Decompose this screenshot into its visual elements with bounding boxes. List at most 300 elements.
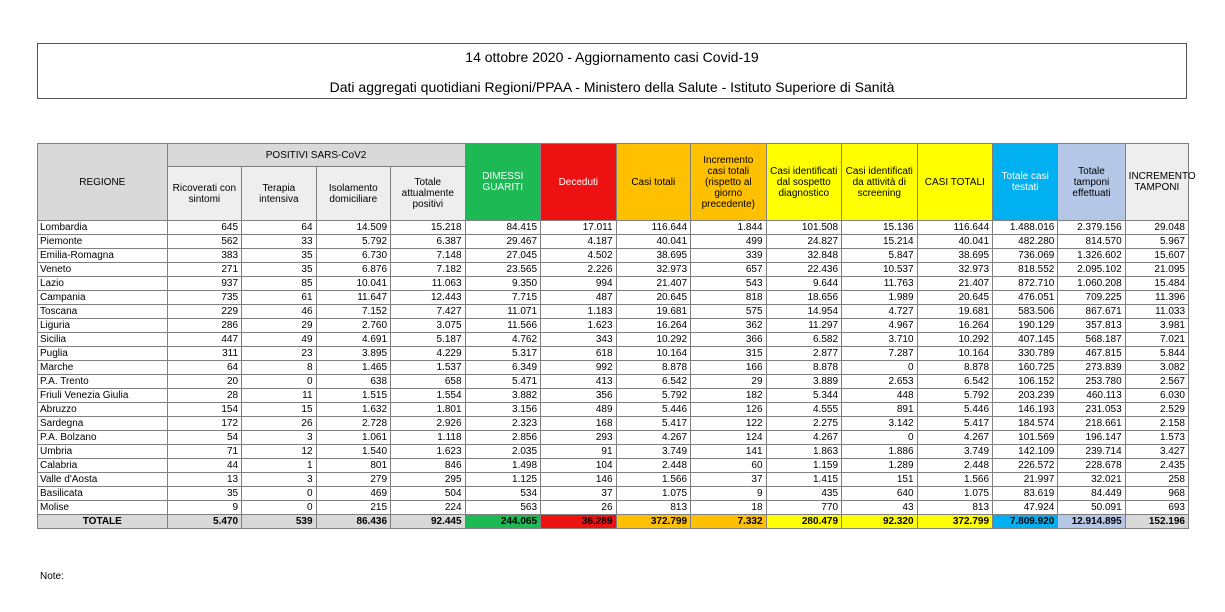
cell: 568.187 [1058,333,1125,347]
header-regione: REGIONE [38,144,168,221]
cell: 8.878 [616,361,690,375]
cell: 6.030 [1125,389,1188,403]
cell: 64 [167,361,241,375]
cell: 1.623 [391,445,466,459]
cell: 26 [541,501,617,515]
cell: 224 [391,501,466,515]
cell: 16.264 [917,319,993,333]
cell: 846 [391,459,466,473]
cell: 5.417 [616,417,690,431]
region-name: P.A. Trento [38,375,168,389]
cell: 295 [391,473,466,487]
total-cell: 92.320 [842,515,918,529]
header-incremento-tamponi: INCREMENTO TAMPONI [1125,144,1188,221]
cell: 5.967 [1125,235,1188,249]
cell: 11 [242,389,316,403]
cell: 18.656 [766,291,842,305]
cell: 1.554 [391,389,466,403]
cell: 184.574 [993,417,1058,431]
cell: 5.471 [465,375,541,389]
cell: 22.436 [766,263,842,277]
cell: 891 [842,403,918,417]
cell: 11.063 [391,277,466,291]
header-testati: Totale casi testati [993,144,1058,221]
cell: 85 [242,277,316,291]
cell: 3.889 [766,375,842,389]
table-row [38,417,1189,431]
cell: 19.681 [917,305,993,319]
table-row [38,305,1189,319]
cell: 1.183 [541,305,617,319]
cell: 166 [691,361,767,375]
cell: 693 [1125,501,1188,515]
cell: 813 [917,501,993,515]
cell: 20.645 [917,291,993,305]
region-name: Liguria [38,319,168,333]
cell: 7.182 [391,263,466,277]
cell: 2.448 [917,459,993,473]
region-name: Sicilia [38,333,168,347]
cell: 0 [242,375,316,389]
cell: 1.863 [766,445,842,459]
cell: 29 [242,319,316,333]
cell: 8.878 [917,361,993,375]
cell: 658 [391,375,466,389]
cell: 6.349 [465,361,541,375]
cell: 11.647 [316,291,390,305]
cell: 2.275 [766,417,842,431]
region-name: Veneto [38,263,168,277]
cell: 29 [691,375,767,389]
cell: 1.075 [917,487,993,501]
cell: 10.164 [917,347,993,361]
cell: 583.506 [993,305,1058,319]
cell: 3.710 [842,333,918,347]
cell: 575 [691,305,767,319]
cell: 2.095.102 [1058,263,1125,277]
cell: 3.895 [316,347,390,361]
cell: 735 [167,291,241,305]
table-row [38,319,1189,333]
cell: 32.848 [766,249,842,263]
page-title: 14 ottobre 2020 - Aggiornamento casi Covid-19 [465,49,759,65]
cell: 311 [167,347,241,361]
cell: 32.021 [1058,473,1125,487]
cell: 467.815 [1058,347,1125,361]
cell: 10.537 [842,263,918,277]
region-name: Abruzzo [38,403,168,417]
cell: 2.653 [842,375,918,389]
cell: 3 [242,431,316,445]
header-positivi: POSITIVI SARS-CoV2 [167,144,465,167]
cell: 27.045 [465,249,541,263]
cell: 1.515 [316,389,390,403]
cell: 1.415 [766,473,842,487]
cell: 6.542 [616,375,690,389]
cell: 2.856 [465,431,541,445]
cell: 4.187 [541,235,617,249]
cell: 3.882 [465,389,541,403]
cell: 872.710 [993,277,1058,291]
header-casi-totali-2: CASI TOTALI [917,144,993,221]
cell: 0 [842,431,918,445]
cell: 11.071 [465,305,541,319]
region-name: Piemonte [38,235,168,249]
cell: 20 [167,375,241,389]
cell: 330.789 [993,347,1058,361]
cell: 1.118 [391,431,466,445]
cell: 1.573 [1125,431,1188,445]
cell: 116.644 [616,221,690,235]
table-row [38,235,1189,249]
cell: 293 [541,431,617,445]
cell: 228.678 [1058,459,1125,473]
cell: 818.552 [993,263,1058,277]
cell: 9 [167,501,241,515]
cell: 2.728 [316,417,390,431]
total-cell: 7.332 [691,515,767,529]
cell: 1.326.602 [1058,249,1125,263]
region-name: Marche [38,361,168,375]
cell: 937 [167,277,241,291]
cell: 5.792 [316,235,390,249]
cell: 4.762 [465,333,541,347]
cell: 8 [242,361,316,375]
cell: 7.427 [391,305,466,319]
cell: 1.488.016 [993,221,1058,235]
cell: 0 [842,361,918,375]
table-row [38,501,1189,515]
cell: 21.095 [1125,263,1188,277]
table-row [38,263,1189,277]
cell: 17.011 [541,221,617,235]
cell: 151 [842,473,918,487]
covid-data-table [37,143,1196,529]
cell: 1.289 [842,459,918,473]
cell: 37 [541,487,617,501]
header-incremento: Incremento casi totali (rispetto al giorno precedente) [691,144,767,221]
cell: 2.877 [766,347,842,361]
cell: 271 [167,263,241,277]
cell: 43 [842,501,918,515]
cell: 563 [465,501,541,515]
cell: 3.981 [1125,319,1188,333]
total-cell: 92.445 [391,515,466,529]
cell: 84.415 [465,221,541,235]
cell: 1.125 [465,473,541,487]
total-cell: 36.289 [541,515,617,529]
cell: 1.498 [465,459,541,473]
cell: 2.035 [465,445,541,459]
cell: 26 [242,417,316,431]
cell: 4.691 [316,333,390,347]
cell: 7.715 [465,291,541,305]
cell: 2.323 [465,417,541,431]
cell: 6.876 [316,263,390,277]
header-ricoverati: Ricoverati con sintomi [167,167,241,221]
cell: 279 [316,473,390,487]
cell: 19.681 [616,305,690,319]
total-cell: 539 [242,515,316,529]
cell: 101.508 [766,221,842,235]
cell: 10.292 [917,333,993,347]
region-name: Friuli Venezia Giulia [38,389,168,403]
cell: 182 [691,389,767,403]
cell: 11.763 [842,277,918,291]
cell: 645 [167,221,241,235]
total-cell: 12.914.895 [1058,515,1125,529]
cell: 362 [691,319,767,333]
cell: 40.041 [616,235,690,249]
cell: 1.159 [766,459,842,473]
cell: 91 [541,445,617,459]
header-totale-positivi: Totale attualmente positivi [391,167,466,221]
cell: 35 [242,263,316,277]
cell: 10.041 [316,277,390,291]
cell: 83.619 [993,487,1058,501]
note-label: Note: [40,571,64,582]
total-cell: 372.799 [616,515,690,529]
table-row [38,389,1189,403]
cell: 489 [541,403,617,417]
cell: 3.427 [1125,445,1188,459]
header-tamponi: Totale tamponi effettuati [1058,144,1125,221]
cell: 2.760 [316,319,390,333]
cell: 29.048 [1125,221,1188,235]
region-name: Lombardia [38,221,168,235]
cell: 2.926 [391,417,466,431]
title-box [37,43,1187,99]
cell: 14.954 [766,305,842,319]
region-name: Puglia [38,347,168,361]
cell: 49 [242,333,316,347]
cell: 1.566 [616,473,690,487]
cell: 172 [167,417,241,431]
region-name: Valle d'Aosta [38,473,168,487]
cell: 1.844 [691,221,767,235]
cell: 9.644 [766,277,842,291]
cell: 383 [167,249,241,263]
cell: 141 [691,445,767,459]
cell: 1.060.208 [1058,277,1125,291]
region-name: Emilia-Romagna [38,249,168,263]
header-sospetto: Casi identificati dal sospetto diagnostico [766,144,842,221]
cell: 487 [541,291,617,305]
region-name: Molise [38,501,168,515]
cell: 709.225 [1058,291,1125,305]
region-name: P.A. Bolzano [38,431,168,445]
cell: 1 [242,459,316,473]
cell: 154 [167,403,241,417]
cell: 231.053 [1058,403,1125,417]
cell: 4.502 [541,249,617,263]
cell: 15.607 [1125,249,1188,263]
cell: 5.417 [917,417,993,431]
cell: 44 [167,459,241,473]
cell: 5.317 [465,347,541,361]
cell: 5.344 [766,389,842,403]
cell: 2.448 [616,459,690,473]
cell: 3.749 [616,445,690,459]
cell: 5.446 [616,403,690,417]
cell: 814.570 [1058,235,1125,249]
cell: 15.218 [391,221,466,235]
table-row [38,375,1189,389]
cell: 218.661 [1058,417,1125,431]
cell: 24.827 [766,235,842,249]
cell: 37 [691,473,767,487]
cell: 28 [167,389,241,403]
region-name: Toscana [38,305,168,319]
total-row [38,515,1189,529]
header-dimessi: DIMESSI GUARITI [465,144,541,221]
cell: 6.542 [917,375,993,389]
cell: 3 [242,473,316,487]
total-cell: 5.470 [167,515,241,529]
cell: 499 [691,235,767,249]
cell: 1.801 [391,403,466,417]
cell: 11.033 [1125,305,1188,319]
cell: 813 [616,501,690,515]
cell: 11.396 [1125,291,1188,305]
cell: 543 [691,277,767,291]
cell: 1.540 [316,445,390,459]
cell: 7.287 [842,347,918,361]
cell: 12.443 [391,291,466,305]
cell: 1.537 [391,361,466,375]
cell: 168 [541,417,617,431]
cell: 29.467 [465,235,541,249]
cell: 13 [167,473,241,487]
cell: 54 [167,431,241,445]
cell: 3.075 [391,319,466,333]
cell: 2.529 [1125,403,1188,417]
cell: 10.292 [616,333,690,347]
cell: 968 [1125,487,1188,501]
cell: 40.041 [917,235,993,249]
cell: 6.582 [766,333,842,347]
cell: 2.226 [541,263,617,277]
cell: 35 [242,249,316,263]
cell: 11.566 [465,319,541,333]
cell: 1.632 [316,403,390,417]
cell: 356 [541,389,617,403]
cell: 4.727 [842,305,918,319]
cell: 366 [691,333,767,347]
cell: 3.156 [465,403,541,417]
cell: 10.164 [616,347,690,361]
cell: 1.075 [616,487,690,501]
cell: 18 [691,501,767,515]
total-label: TOTALE [38,515,168,529]
cell: 126 [691,403,767,417]
cell: 992 [541,361,617,375]
cell: 60 [691,459,767,473]
cell: 4.267 [616,431,690,445]
cell: 7.021 [1125,333,1188,347]
cell: 23 [242,347,316,361]
table-row [38,459,1189,473]
cell: 5.792 [917,389,993,403]
cell: 638 [316,375,390,389]
total-cell: 372.799 [917,515,993,529]
cell: 32.973 [616,263,690,277]
cell: 146 [541,473,617,487]
cell: 4.267 [766,431,842,445]
cell: 618 [541,347,617,361]
table-row [38,431,1189,445]
cell: 61 [242,291,316,305]
cell: 38.695 [917,249,993,263]
table-row [38,333,1189,347]
table-row [38,361,1189,375]
region-name: Umbria [38,445,168,459]
header-deceduti: Deceduti [541,144,617,221]
cell: 867.671 [1058,305,1125,319]
cell: 20.645 [616,291,690,305]
region-name: Campania [38,291,168,305]
cell: 9.350 [465,277,541,291]
total-cell: 280.479 [766,515,842,529]
table-row [38,277,1189,291]
cell: 12 [242,445,316,459]
cell: 32.973 [917,263,993,277]
cell: 3.082 [1125,361,1188,375]
cell: 447 [167,333,241,347]
cell: 15.214 [842,235,918,249]
cell: 315 [691,347,767,361]
table-row [38,347,1189,361]
region-name: Lazio [38,277,168,291]
cell: 146.193 [993,403,1058,417]
region-name: Sardegna [38,417,168,431]
cell: 476.051 [993,291,1058,305]
cell: 15.484 [1125,277,1188,291]
cell: 482.280 [993,235,1058,249]
cell: 196.147 [1058,431,1125,445]
cell: 160.725 [993,361,1058,375]
header-terapia: Terapia intensiva [242,167,316,221]
cell: 4.229 [391,347,466,361]
page-subtitle: Dati aggregati quotidiani Regioni/PPAA - Ministero della Salute - Istituto Superiore di Sanità [329,79,895,95]
table-row [38,487,1189,501]
cell: 3.749 [917,445,993,459]
cell: 407.145 [993,333,1058,347]
cell: 38.695 [616,249,690,263]
cell: 64 [242,221,316,235]
cell: 11.297 [766,319,842,333]
cell: 14.509 [316,221,390,235]
cell: 5.844 [1125,347,1188,361]
cell: 104 [541,459,617,473]
cell: 357.813 [1058,319,1125,333]
cell: 50.091 [1058,501,1125,515]
cell: 16.264 [616,319,690,333]
header-screening: Casi identificati da attività di screening [842,144,918,221]
cell: 413 [541,375,617,389]
cell: 226.572 [993,459,1058,473]
cell: 0 [242,501,316,515]
cell: 562 [167,235,241,249]
cell: 2.379.156 [1058,221,1125,235]
cell: 239.714 [1058,445,1125,459]
cell: 460.113 [1058,389,1125,403]
total-cell: 7.809.920 [993,515,1058,529]
cell: 801 [316,459,390,473]
cell: 1.989 [842,291,918,305]
cell: 84.449 [1058,487,1125,501]
cell: 534 [465,487,541,501]
